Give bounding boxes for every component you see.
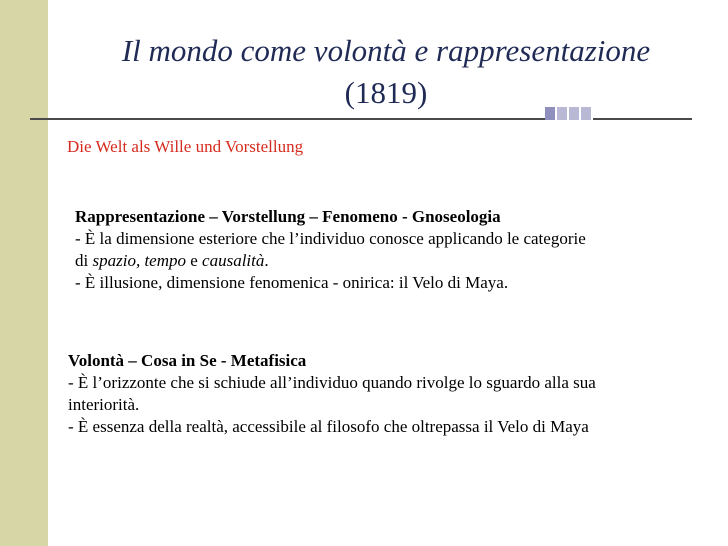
square-4 (581, 107, 593, 120)
section-line: - È essenza della realtà, accessibile al filosofo che oltrepassa il Velo di Maya (68, 417, 589, 436)
decorative-squares (545, 107, 593, 120)
left-decorative-band (0, 0, 48, 546)
section-heading: Volontà – Cosa in Se - Metafisica (68, 351, 307, 370)
term-space-time: spazio, tempo (92, 251, 186, 270)
slide-title (56, 30, 716, 114)
square-2 (557, 107, 569, 120)
title-year: (1819) (344, 75, 428, 110)
section-line-categories (75, 250, 715, 272)
square-1 (545, 107, 557, 120)
section-line: interiorità. (68, 395, 140, 414)
text-fragment: e (185, 251, 203, 270)
german-subtitle: Die Welt als Wille und Vorstellung (67, 137, 304, 156)
text-fragment: . (264, 251, 269, 270)
section-line: - È l’orizzonte che si schiude all’individuo quando rivolge lo sguardo alla sua (68, 373, 596, 392)
term-causality: causalità (202, 251, 265, 270)
section-line: - È la dimensione esteriore che l’individuo conosce applicando le categorie (75, 229, 586, 248)
title-main: Il mondo come volontà e rappresentazione (121, 33, 651, 68)
square-3 (569, 107, 581, 120)
will-section (68, 350, 718, 438)
representation-section (75, 206, 715, 294)
section-line: - È illusione, dimensione fenomenica - onirica: il Velo di Maya. (75, 273, 509, 292)
text-fragment: di (75, 251, 93, 270)
section-heading: Rappresentazione – Vorstellung – Fenomeno - Gnoseologia (75, 207, 501, 226)
